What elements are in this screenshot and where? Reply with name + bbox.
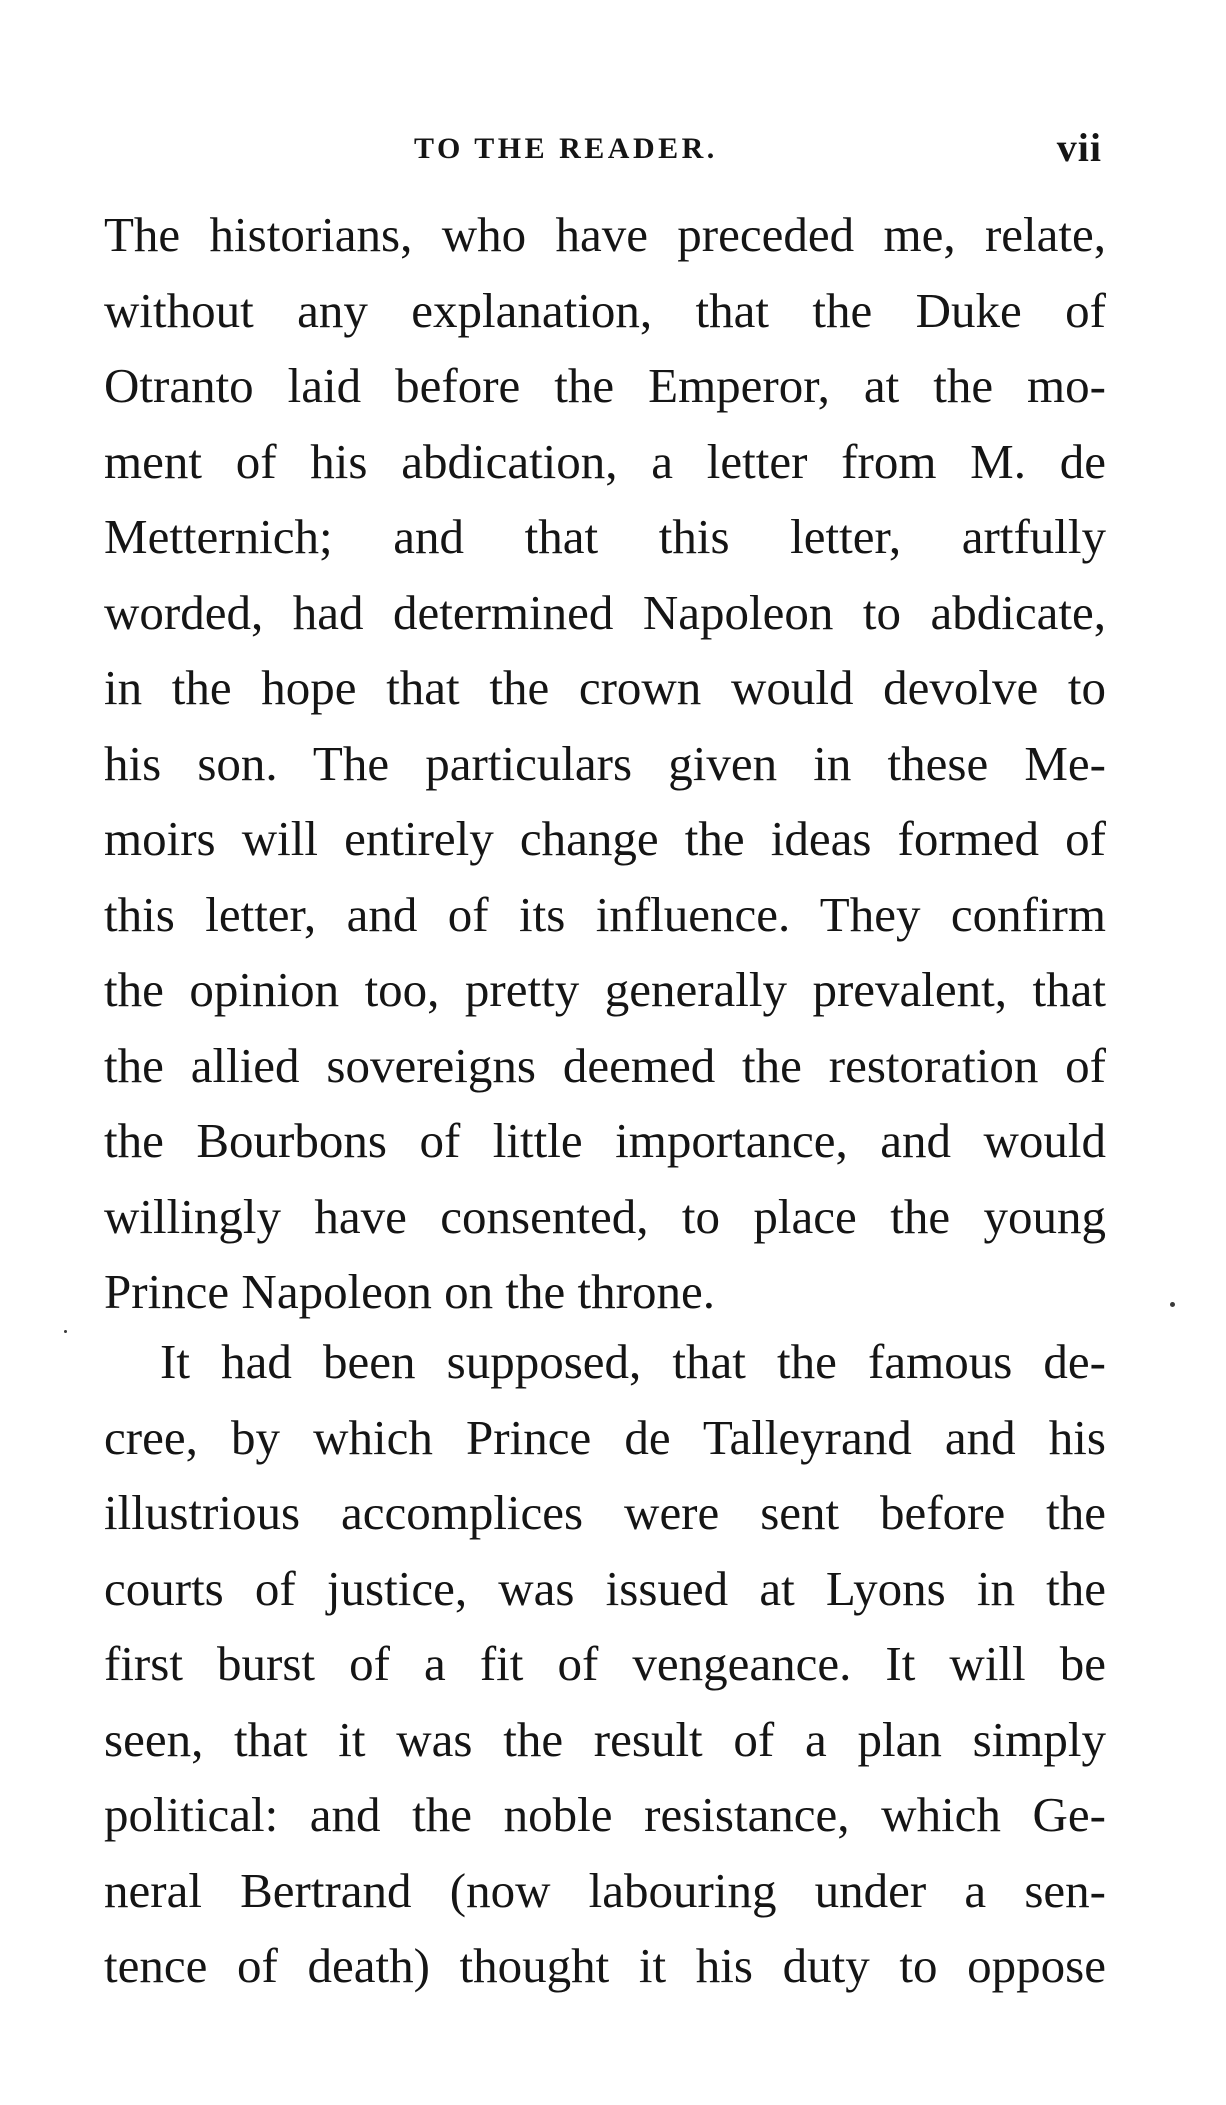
text-line: this letter, and of its influence. They confirm <box>104 886 1106 942</box>
text-line: the opinion too, pretty generally prevalent, that <box>104 962 1106 1017</box>
text-line: illustrious accomplices were sent before the <box>104 1485 1106 1540</box>
text-line: his son. The particulars given in these Me- <box>104 735 1106 791</box>
text-line: ment of his abdication, a letter from M. de <box>104 433 1106 489</box>
text-line: Prince Napoleon on the throne. <box>104 1264 715 1319</box>
page-number: vii <box>1056 125 1102 170</box>
text-line: seen, that it was the result of a plan simply <box>104 1711 1106 1767</box>
text-line: cree, by which Prince de Talleyrand and his <box>104 1409 1106 1465</box>
text-line: moirs will entirely change the ideas formed of <box>104 811 1106 866</box>
text-line: the allied sovereigns deemed the restoration of <box>104 1037 1106 1093</box>
paragraph-1 <box>104 197 1106 1330</box>
text-line: Otranto laid before the Emperor, at the mo- <box>104 358 1106 413</box>
ink-speck <box>1170 1302 1175 1307</box>
text-line: willingly have consented, to place the young <box>104 1188 1106 1244</box>
running-header <box>104 125 1114 176</box>
text-line: courts of justice, was issued at Lyons in the <box>104 1560 1106 1616</box>
text-line: in the hope that the crown would devolve to <box>104 660 1106 715</box>
text-line: It had been supposed, that the famous de- <box>160 1334 1106 1389</box>
text-line: first burst of a fit of vengeance. It will be <box>104 1636 1106 1691</box>
text-line: tence of death) thought it his duty to oppose <box>104 1938 1106 1993</box>
text-line: the Bourbons of little importance, and would <box>104 1113 1106 1168</box>
ink-speck <box>64 1330 67 1333</box>
text-line: The historians, who have preceded me, relate, <box>104 207 1106 262</box>
text-line: without any explanation, that the Duke of <box>104 282 1106 338</box>
text-line: neral Bertrand (now labouring under a sen- <box>104 1862 1106 1918</box>
text-line: Metternich; and that this letter, artfully <box>104 509 1106 564</box>
text-line: political: and the noble resistance, which Ge- <box>104 1787 1106 1842</box>
running-title: TO THE READER. <box>414 132 718 165</box>
text-line: worded, had determined Napoleon to abdicate, <box>104 584 1106 640</box>
paragraph-2 <box>104 1324 1106 2004</box>
